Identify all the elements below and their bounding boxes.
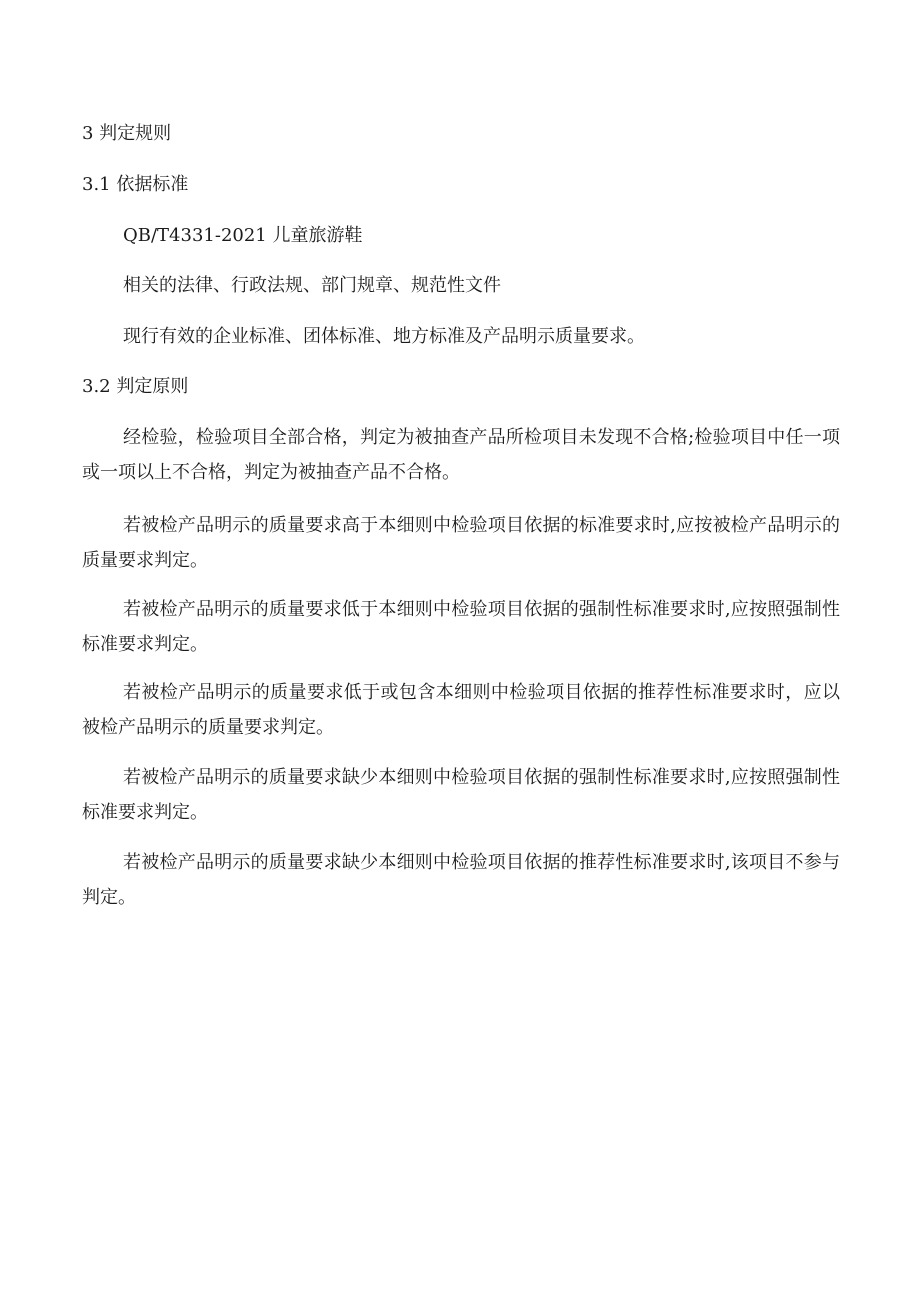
standard-item: 相关的法律、行政法规、部门规章、规范性文件	[123, 275, 501, 296]
rule-paragraph: 若被检产品明示的质量要求缺少本细则中检验项目依据的推荐性标准要求时,该项目不参与判定。	[82, 852, 840, 908]
rule-paragraph: 经检验，检验项目全部合格，判定为被抽查产品所检项目未发现不合格;检验项目中任一项或一项以上不合格，判定为被抽查产品不合格。	[82, 427, 840, 483]
standard-item: 现行有效的企业标准、团体标准、地方标准及产品明示质量要求。	[123, 326, 645, 347]
section-3-title: 3 判定规则	[82, 123, 172, 144]
section-3-1-title: 3.1 依据标准	[82, 174, 189, 195]
rule-paragraph: 若被检产品明示的质量要求低于或包含本细则中检验项目依据的推荐性标准要求时，应以被检产品明示的质量要求判定。	[82, 682, 840, 738]
rule-paragraph: 若被检产品明示的质量要求高于本细则中检验项目依据的标准要求时,应按被检产品明示的质量要求判定。	[82, 515, 840, 571]
standard-item: QB/T4331-2021 儿童旅游鞋	[123, 225, 363, 246]
section-3-2-title: 3.2 判定原则	[82, 376, 189, 397]
rule-paragraph: 若被检产品明示的质量要求缺少本细则中检验项目依据的强制性标准要求时,应按照强制性标准要求判定。	[82, 767, 840, 823]
rule-paragraph: 若被检产品明示的质量要求低于本细则中检验项目依据的强制性标准要求时,应按照强制性标准要求判定。	[82, 599, 840, 655]
